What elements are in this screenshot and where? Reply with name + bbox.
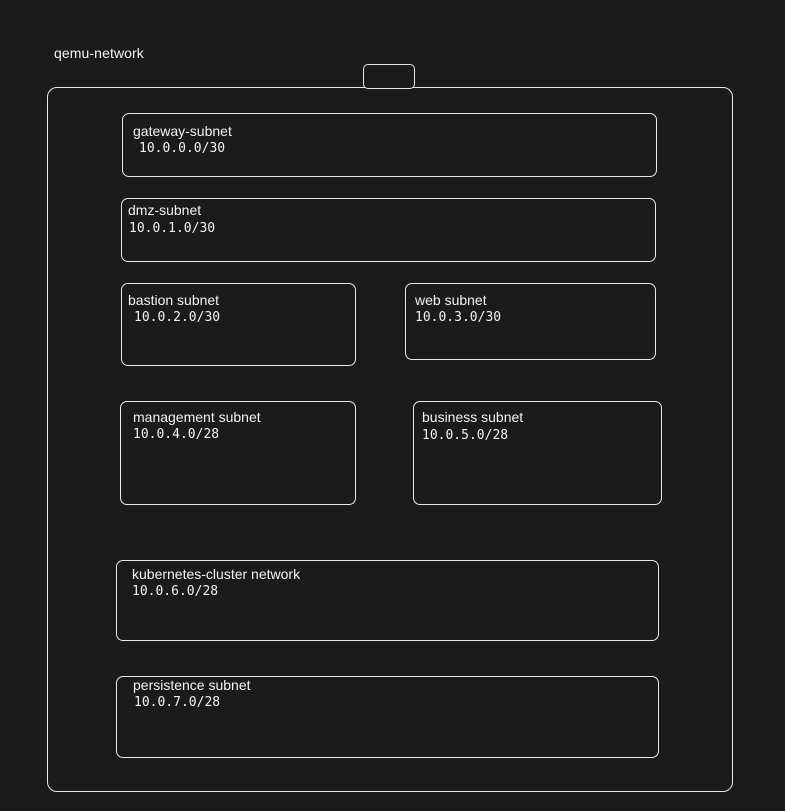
- subnet-box-bastion: [121, 283, 356, 366]
- network-connector-tab: [363, 64, 415, 89]
- subnet-name: bastion subnet: [128, 292, 220, 308]
- subnet-name: web subnet: [415, 292, 487, 308]
- subnet-name: gateway-subnet: [133, 123, 232, 139]
- subnet-box-kubernetes: [116, 560, 659, 641]
- subnet-name: kubernetes-cluster network: [132, 566, 301, 582]
- subnet-cidr: 10.0.4.0/28: [133, 427, 220, 442]
- subnet-box-gateway: [122, 113, 657, 177]
- subnet-name: dmz-subnet: [128, 202, 202, 218]
- subnet-cidr: 10.0.6.0/28: [132, 584, 219, 599]
- subnet-cidr: 10.0.5.0/28: [422, 428, 509, 443]
- subnet-cidr: 10.0.0.0/30: [139, 141, 226, 156]
- subnet-cidr: 10.0.7.0/28: [134, 695, 221, 710]
- subnet-name: business subnet: [422, 409, 524, 425]
- subnet-name: persistence subnet: [133, 677, 251, 693]
- subnet-name: management subnet: [133, 409, 261, 425]
- subnet-cidr: 10.0.3.0/30: [415, 310, 502, 325]
- subnet-box-dmz: [121, 198, 656, 262]
- subnet-box-persistence: [116, 676, 659, 758]
- subnet-cidr: 10.0.1.0/30: [129, 221, 216, 236]
- subnet-box-management: [120, 401, 356, 505]
- network-title: qemu-network: [54, 45, 144, 61]
- subnet-cidr: 10.0.2.0/30: [134, 310, 221, 325]
- subnet-box-business: [413, 401, 662, 505]
- subnet-box-web: [405, 283, 656, 360]
